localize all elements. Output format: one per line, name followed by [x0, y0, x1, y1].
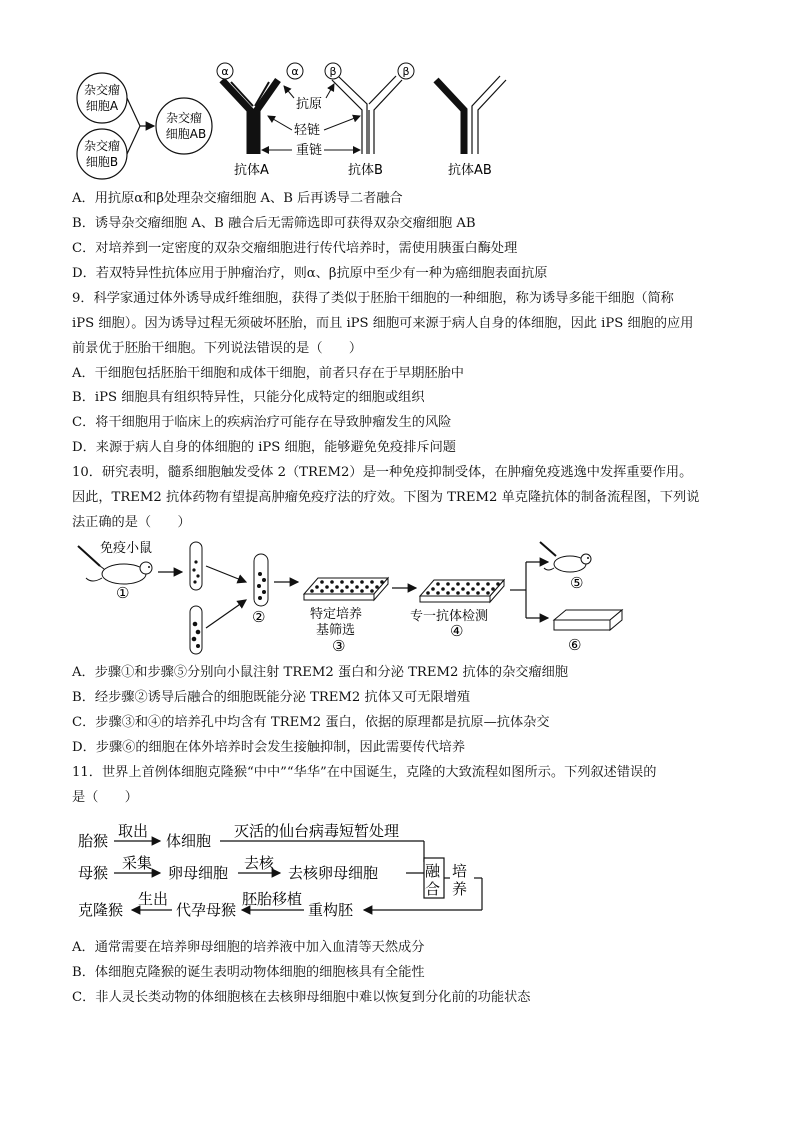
q10-option-d: D．步骤⑥的细胞在体外培养时会发生接触抑制，因此需要传代培养 — [72, 740, 466, 755]
q10-option-c: C．步骤③和④的培养孔中均含有 TREM2 蛋白，依据的原理都是抗原—抗体杂交 — [72, 715, 550, 730]
enucleated-oocyte-label: 去核卵母细胞 — [288, 864, 379, 882]
antigen-label: 抗原 — [296, 97, 323, 112]
q11-option-a: A．通常需要在培养卵母细胞的培养液中加入血清等天然成分 — [72, 940, 425, 955]
spleen-cell-tube — [190, 542, 202, 590]
immunized-mouse-label: 免疫小鼠 — [100, 541, 153, 556]
q8-option-c: C．对培养到一定密度的双杂交瘤细胞进行传代培养时，需使用胰蛋白酶处理 — [72, 241, 518, 256]
q11-option-c: C．非人灵长类动物的体细胞核在去核卵母细胞中难以恢复到分化前的功能状态 — [72, 990, 531, 1005]
heavy-chain-label: 重链 — [296, 143, 323, 158]
antibody-b-label: 抗体B — [348, 163, 383, 178]
q10-stem-line-1: 10．研究表明，髓系细胞触发受体 2（TREM2）是一种免疫抑制受体，在肿瘤免疫逃逸中发挥重要作用。 — [72, 465, 693, 480]
clone-monkey-flow-figure — [74, 818, 494, 926]
q10-option-b: B．经步骤②诱导后融合的细胞既能分泌 TREM2 抗体又可无限增殖 — [72, 690, 471, 705]
q9-stem-line-1: 9．科学家通过体外诱导成纤维细胞，获得了类似于胚胎干细胞的一种细胞，称为诱导多能干细胞（简称 — [72, 291, 674, 306]
selection-plate — [304, 578, 388, 600]
q11-option-b: B．体细胞克隆猴的诞生表明动物体细胞的细胞核具有全能性 — [72, 965, 425, 980]
step-5-marker: ⑤ — [570, 574, 584, 592]
step-6-marker: ⑥ — [568, 636, 582, 654]
q9-option-d: D．来源于病人自身的体细胞的 iPS 细胞，能够避免免疫排斥问题 — [72, 440, 456, 455]
svg-text:细胞AB: 细胞AB — [165, 127, 207, 141]
antibody-a-label: 抗体A — [234, 163, 269, 178]
beta-circle-left — [325, 63, 341, 79]
fusion-label-2: 合 — [425, 880, 441, 898]
svg-text:β: β — [329, 65, 337, 78]
oocyte-label: 卵母细胞 — [168, 864, 229, 882]
embryo-transfer-label: 胚胎移植 — [242, 890, 303, 908]
svg-text:α: α — [221, 65, 229, 78]
svg-text:细胞A: 细胞A — [85, 99, 119, 113]
q10-stem-line-2: 因此，TREM2 抗体药物有望提高肿瘤免疫疗法的疗效。下图为 TREM2 单克隆抗体的制备流程图，下列说 — [72, 490, 700, 505]
q9-stem-line-3: 前景优于胚胎干细胞。下列说法错误的是（ ） — [72, 341, 363, 356]
hybridoma-cell-b — [77, 129, 127, 179]
svg-text:β: β — [402, 65, 410, 78]
q9-stem-line-2: iPS 细胞）。因为诱导过程无须破坏胚胎，而且 iPS 细胞可来源于病人自身的体细胞，因此 iPS 细胞的应用 — [72, 316, 694, 331]
step-3-marker: ③ — [332, 637, 346, 655]
q10-stem-line-3: 法正确的是（ ） — [72, 515, 191, 530]
born-label: 生出 — [138, 890, 169, 908]
beta-circle-right — [398, 63, 414, 79]
q9-option-c: C．将干细胞用于临床上的疾病治疗可能存在导致肿瘤发生的风险 — [72, 415, 452, 430]
step-4-marker: ④ — [450, 622, 464, 640]
light-chain-label: 轻链 — [294, 123, 321, 138]
q9-option-b: B．iPS 细胞具有组织特异性，只能分化成特定的细胞或组织 — [72, 390, 425, 405]
svg-text:杂交瘤: 杂交瘤 — [83, 139, 121, 153]
step-1-marker: ① — [116, 584, 130, 602]
step-4-label: 专一抗体检测 — [410, 609, 489, 624]
antibody-b — [332, 76, 402, 154]
svg-text:α: α — [291, 65, 299, 78]
culture-label-1: 培 — [452, 862, 468, 880]
culture-label-2: 养 — [452, 880, 468, 898]
svg-text:杂交瘤: 杂交瘤 — [165, 111, 203, 125]
hybridoma-cell-a — [77, 73, 127, 123]
svg-text:杂交瘤: 杂交瘤 — [83, 83, 121, 97]
q8-option-b: B．诱导杂交瘤细胞 A、B 融合后无需筛选即可获得双杂交瘤细胞 AB — [72, 216, 476, 231]
antibody-ab-label: 抗体AB — [448, 163, 492, 178]
mother-monkey-label: 母猴 — [78, 864, 109, 882]
step-3-label-line-1: 特定培养 — [310, 607, 363, 622]
enucleate-label: 去核 — [244, 854, 275, 872]
surrogate-monkey-label: 代孕母猴 — [176, 901, 237, 919]
clone-monkey-label: 克隆猴 — [78, 901, 124, 919]
q10-option-a: A．步骤①和步骤⑤分别向小鼠注射 TREM2 蛋白和分泌 TREM2 抗体的杂交瘤细胞 — [72, 665, 569, 680]
fusion-arrow — [127, 98, 154, 154]
q11-stem-line-2: 是（ ） — [72, 790, 138, 805]
take-out-label: 取出 — [118, 822, 149, 840]
inactivated-virus-label: 灭活的仙台病毒短暂处理 — [234, 822, 400, 840]
step-3-label-line-2: 基筛选 — [316, 623, 356, 638]
somatic-cell-label: 体细胞 — [166, 832, 212, 850]
q8-option-d: D．若双特异性抗体应用于肿瘤治疗，则α、β抗原中至少有一种为癌细胞表面抗原 — [72, 266, 548, 281]
fusion-tube — [254, 554, 268, 606]
monoclonal-antibody-flow-figure — [70, 538, 640, 658]
step-2-marker: ② — [252, 608, 266, 626]
antibody-detection-plate — [420, 580, 504, 602]
myeloma-cell-tube — [190, 606, 202, 654]
q9-option-a: A．干细胞包括胚胎干细胞和成体干细胞，前者只存在于早期胚胎中 — [72, 366, 464, 381]
alpha-circle-right — [287, 63, 303, 79]
svg-text:细胞B: 细胞B — [85, 155, 119, 169]
reconstructed-embryo-label: 重构胚 — [308, 901, 354, 919]
injected-mouse — [540, 542, 591, 572]
collect-label: 采集 — [122, 854, 153, 872]
hybridoma-cell-ab — [156, 98, 212, 154]
bispecific-antibody-figure — [70, 58, 530, 182]
fetal-monkey-label: 胎猴 — [78, 832, 109, 850]
alpha-circle-left — [217, 63, 233, 79]
antibody-ab — [436, 76, 506, 154]
q8-option-a: A．用抗原α和β处理杂交瘤细胞 A、B 后再诱导二者融合 — [72, 191, 403, 206]
culture-dish — [554, 610, 622, 630]
fusion-label-1: 融 — [425, 862, 441, 880]
q11-stem-line-1: 11．世界上首例体细胞克隆猴“中中”“华华”在中国诞生，克隆的大致流程如图所示。下列叙述错误的 — [72, 765, 657, 780]
